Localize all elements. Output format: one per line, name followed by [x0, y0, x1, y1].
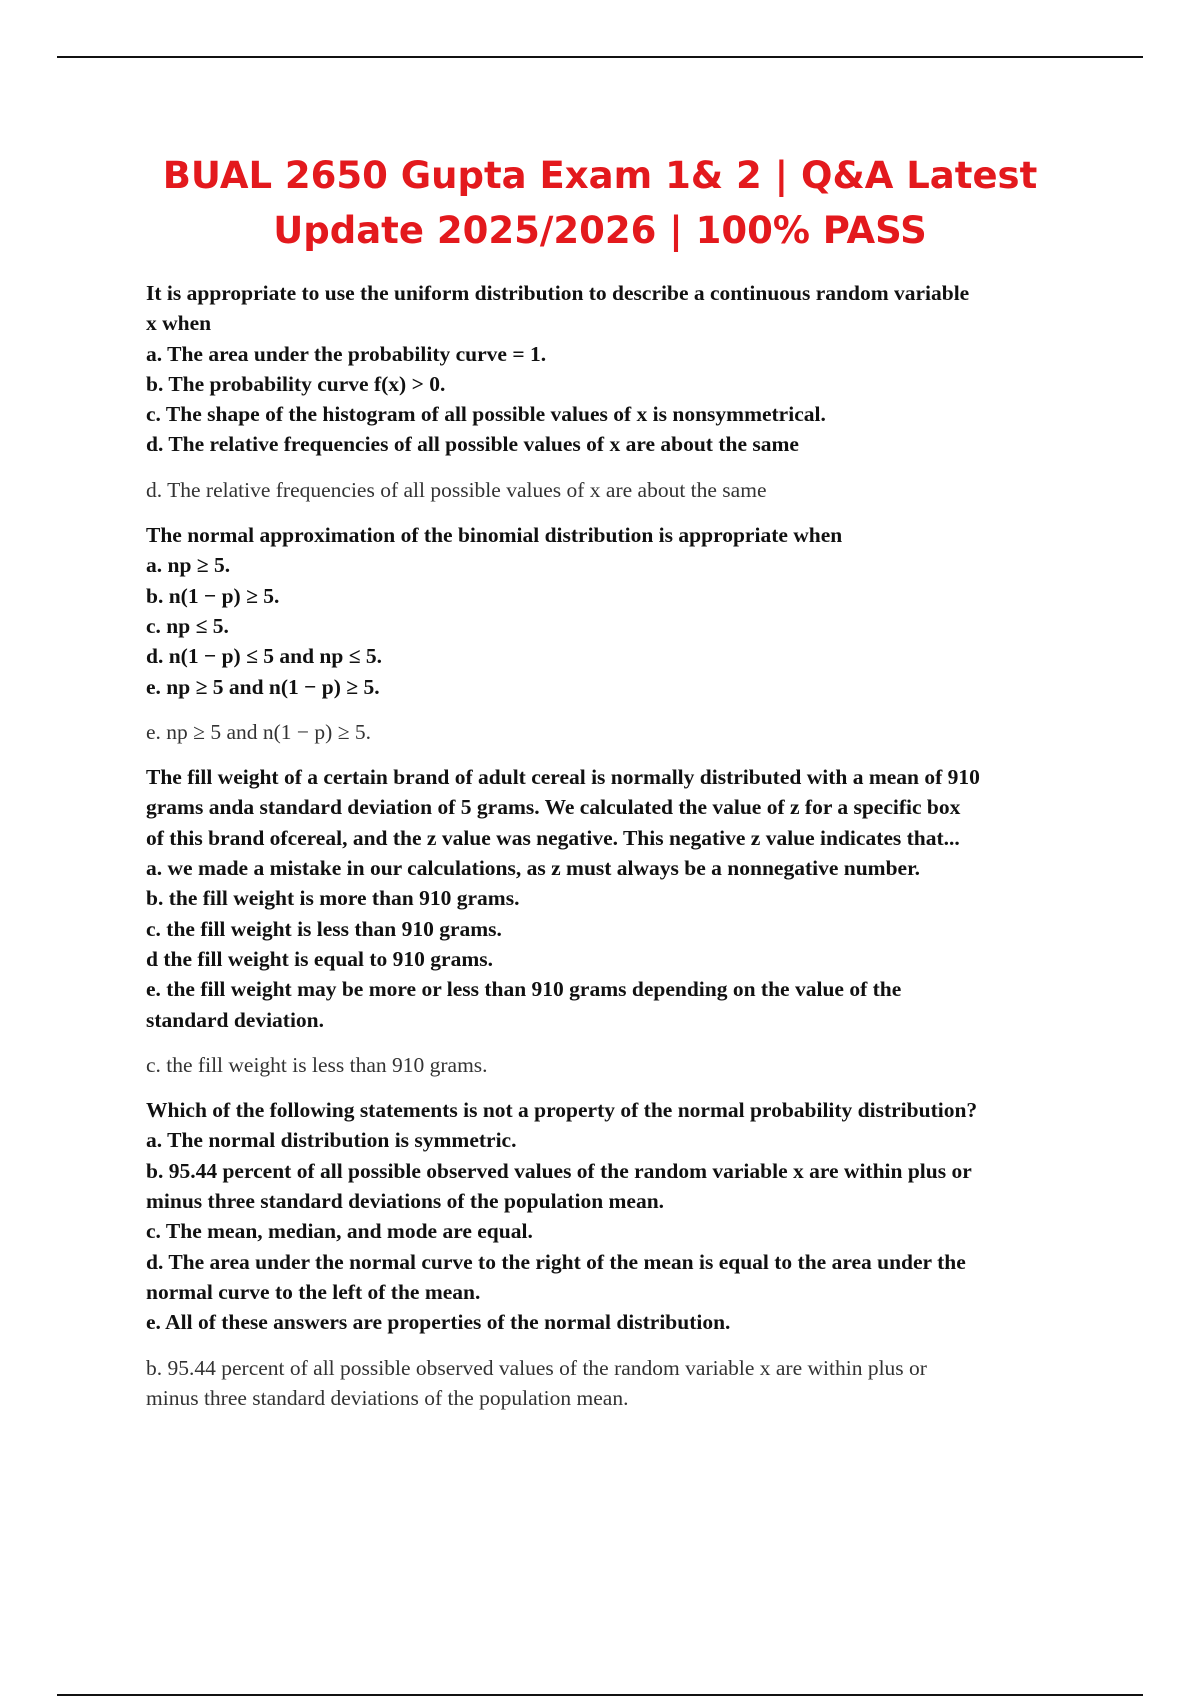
option-e: e. np ≥ 5 and n(1 − p) ≥ 5.: [146, 674, 380, 699]
option-c: c. the fill weight is less than 910 grams.: [146, 916, 502, 941]
option-b: b. 95.44 percent of all possible observed values of the random variable x are within plus or: [146, 1158, 972, 1183]
answer-line: c. the fill weight is less than 910 grams.: [146, 1052, 488, 1077]
qa-item-1: [146, 278, 1096, 505]
question-line: The normal approximation of the binomial distribution is appropriate when: [146, 523, 843, 548]
question-line: x when: [146, 311, 212, 336]
top-rule: [57, 56, 1143, 58]
question-line: Which of the following statements is not a property of the normal probability distribution?: [146, 1098, 978, 1123]
qa-item-2: [146, 520, 1096, 747]
bottom-rule: [57, 1694, 1143, 1696]
option-c: c. The mean, median, and mode are equal.: [146, 1219, 533, 1244]
qa-item-3: [146, 762, 1096, 1080]
answer-line: minus three standard deviations of the population mean.: [146, 1385, 629, 1410]
option-d: d the fill weight is equal to 910 grams.: [146, 946, 493, 971]
question-line: The fill weight of a certain brand of adult cereal is normally distributed with a mean of 910: [146, 765, 980, 790]
option-e: e. the fill weight may be more or less than 910 grams depending on the value of the: [146, 977, 902, 1002]
question-3: [146, 762, 1096, 1035]
question-line: grams anda standard deviation of 5 grams. We calculated the value of z for a specific box: [146, 795, 961, 820]
answer-line: e. np ≥ 5 and n(1 − p) ≥ 5.: [146, 719, 372, 744]
answer-1: [146, 475, 1096, 505]
option-c: c. The shape of the histogram of all possible values of x is nonsymmetrical.: [146, 402, 826, 427]
document-title: [100, 148, 1100, 258]
question-2: [146, 520, 1096, 702]
answer-line: d. The relative frequencies of all possible values of x are about the same: [146, 477, 767, 502]
answer-4: [146, 1353, 1096, 1414]
option-d: d. The relative frequencies of all possible values of x are about the same: [146, 432, 799, 457]
option-b: b. The probability curve f(x) > 0.: [146, 371, 446, 396]
title-line-1: BUAL 2650 Gupta Exam 1& 2 | Q&A Latest: [162, 154, 1038, 197]
option-d: d. The area under the normal curve to the right of the mean is equal to the area under the: [146, 1249, 966, 1274]
question-line: of this brand ofcereal, and the z value was negative. This negative z value indicates that...: [146, 825, 960, 850]
option-c: c. np ≤ 5.: [146, 613, 229, 638]
option-e: e. All of these answers are properties of the normal distribution.: [146, 1310, 731, 1335]
option-d: d. n(1 − p) ≤ 5 and np ≤ 5.: [146, 644, 382, 669]
option-d-continued: normal curve to the left of the mean.: [146, 1279, 481, 1304]
answer-line: b. 95.44 percent of all possible observed values of the random variable x are within plus or: [146, 1355, 927, 1380]
option-b: b. n(1 − p) ≥ 5.: [146, 583, 280, 608]
option-a: a. np ≥ 5.: [146, 553, 231, 578]
option-a: a. The area under the probability curve = 1.: [146, 341, 547, 366]
answer-2: [146, 717, 1096, 747]
option-b-continued: minus three standard deviations of the population mean.: [146, 1189, 665, 1214]
option-a: a. The normal distribution is symmetric.: [146, 1128, 517, 1153]
title-line-2: Update 2025/2026 | 100% PASS: [273, 209, 927, 252]
qa-item-4: [146, 1095, 1096, 1413]
question-line: It is appropriate to use the uniform distribution to describe a continuous random variable: [146, 281, 970, 305]
qa-list: [146, 278, 1096, 1428]
answer-3: [146, 1050, 1096, 1080]
question-4: [146, 1095, 1096, 1337]
question-1: [146, 278, 1096, 460]
option-a: a. we made a mistake in our calculations, as z must always be a nonnegative number.: [146, 856, 921, 881]
option-b: b. the fill weight is more than 910 grams.: [146, 886, 520, 911]
option-e-continued: standard deviation.: [146, 1007, 325, 1032]
